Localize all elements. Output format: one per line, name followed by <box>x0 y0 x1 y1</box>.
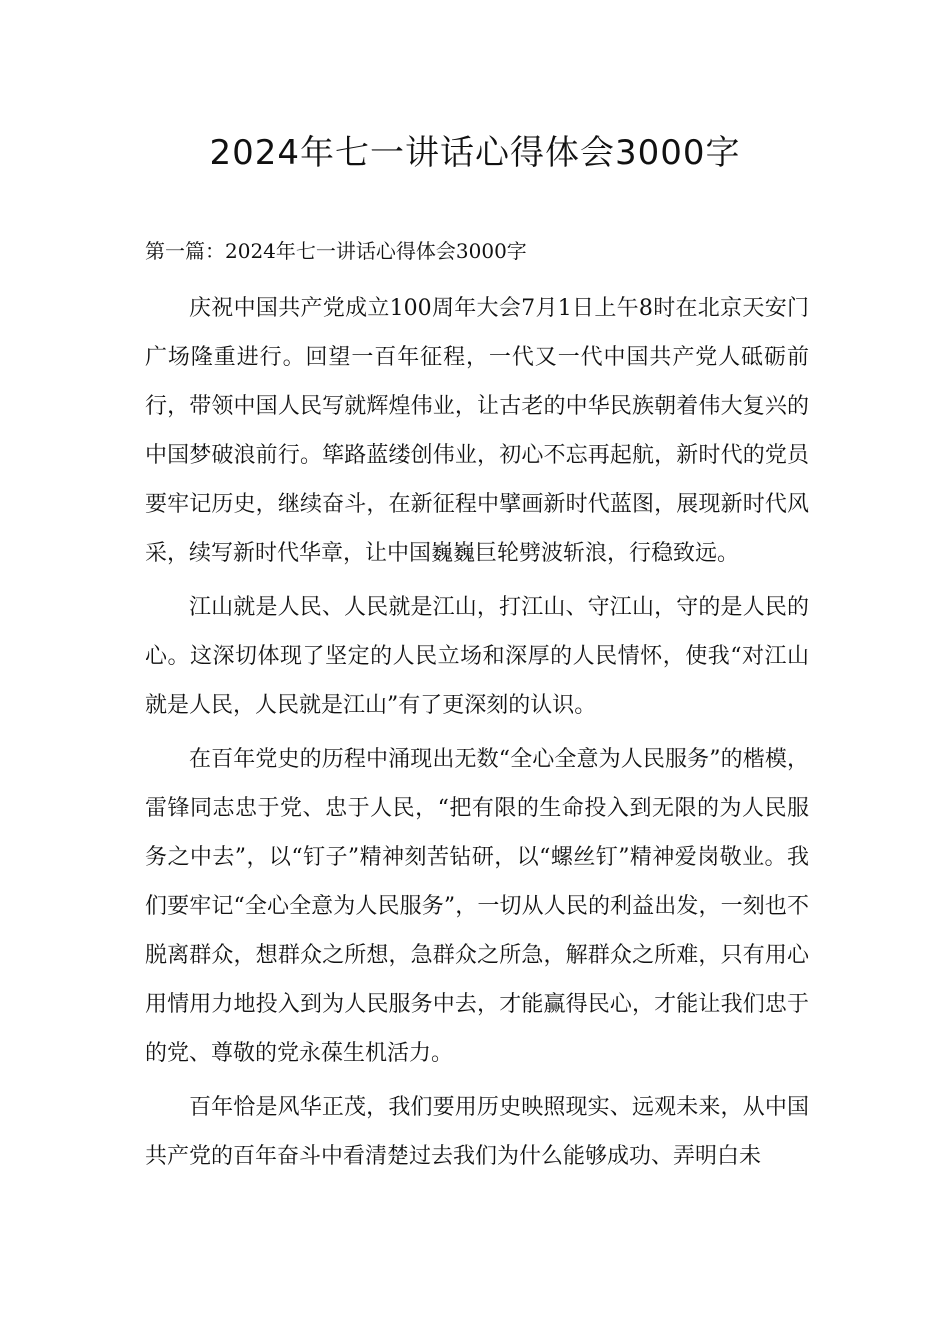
document-body <box>145 230 809 1181</box>
paragraph-1: 庆祝中国共产党成立100周年大会7月1日上午8时在北京天安门广场隆重进行。回望一百年征程，一代又一代中国共产党人砥砺前行，带领中国人民写就辉煌伟业，让古老的中华民族朝着伟大复兴的中国梦破浪前行。筚路蓝缕创伟业，初心不忘再起航，新时代的党员要牢记历史，继续奋斗，在新征程中擘画新时代蓝图，展现新时代风采，续写新时代华章，让中国巍巍巨轮劈波斩浪，行稳致远。 <box>145 296 809 566</box>
paragraph-4: 百年恰是风华正茂，我们要用历史映照现实、远观未来，从中国共产党的百年奋斗中看清楚过去我们为什么能够成功、弄明白未 <box>145 1095 809 1169</box>
paragraph-2: 江山就是人民、人民就是江山，打江山、守江山，守的是人民的心。这深切体现了坚定的人民立场和深厚的人民情怀，使我“对江山就是人民，人民就是江山”有了更深刻的认识。 <box>145 595 809 718</box>
paragraph-3: 在百年党史的历程中涌现出无数“全心全意为人民服务”的楷模，雷锋同志忠于党、忠于人民，“把有限的生命投入到无限的为人民服务之中去”，以“钉子”精神刻苦钻研，以“螺丝钉”精神爱岗敬业。我们要牢记“全心全意为人民服务”，一切从人民的利益出发，一刻也不脱离群众，想群众之所想，急群众之所急，解群众之所难，只有用心用情用力地投入到为人民服务中去，才能赢得民心，才能让我们忠于的党、尊敬的党永葆生机活力。 <box>145 747 809 1066</box>
section-heading: 第一篇：2024年七一讲话心得体会3000字 <box>145 239 527 263</box>
document-title: 2024年七一讲话心得体会3000字 <box>209 133 741 173</box>
